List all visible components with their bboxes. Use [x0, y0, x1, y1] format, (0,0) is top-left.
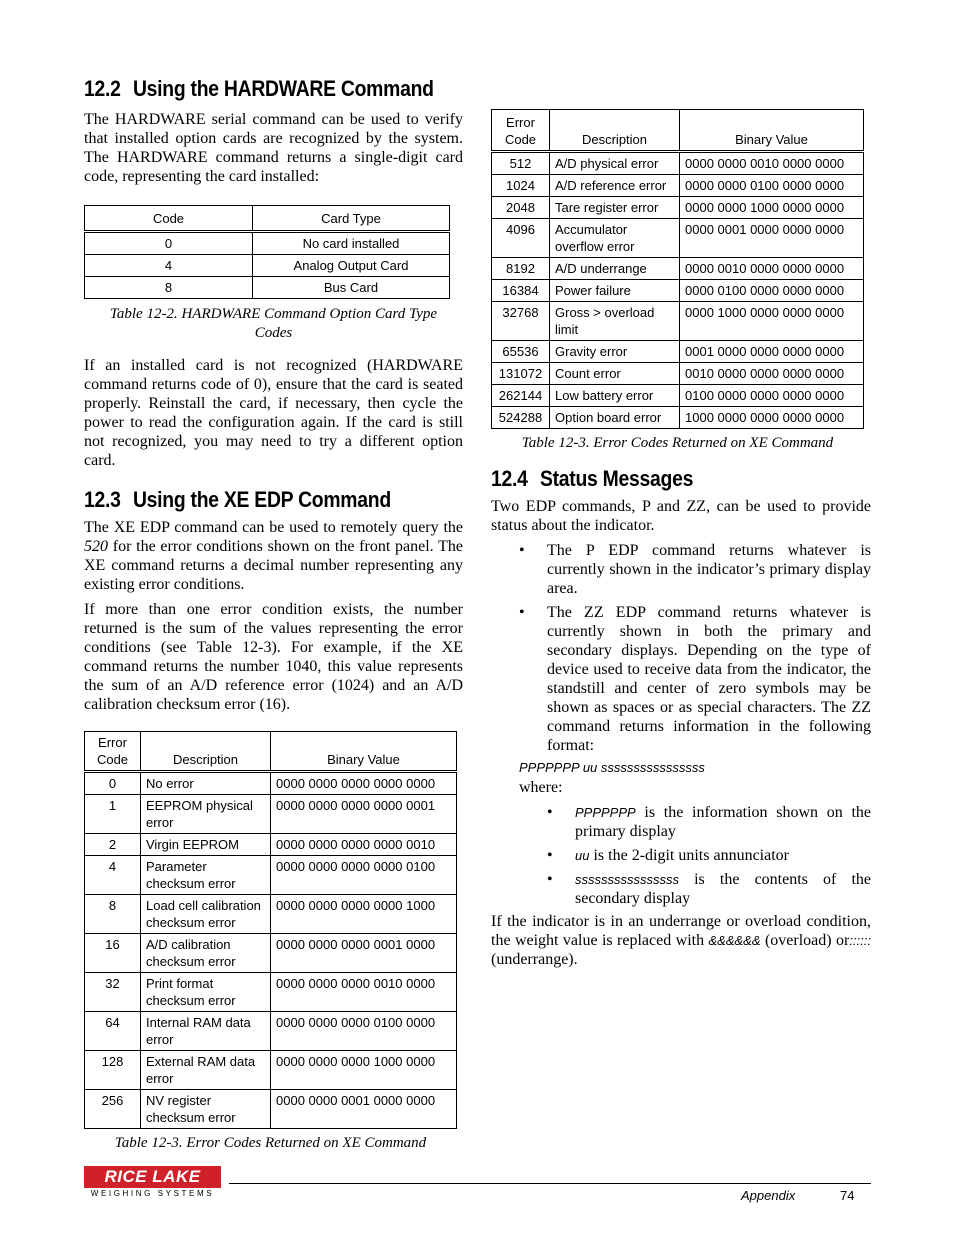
where-label: where:: [519, 779, 563, 796]
table-cell: 128: [85, 1051, 141, 1090]
table-header: Description: [141, 732, 271, 772]
table-cell: 8: [85, 277, 253, 299]
table-cell: 524288: [492, 407, 550, 429]
table-row: [85, 834, 457, 856]
xe-intro-paragraph: The XE EDP command can be used to remotely query the 520 for the error conditions shown on the front panel. The XE command returns a decimal number representing any existing error conditions.: [84, 519, 463, 593]
table-cell: 0100 0000 0000 0000 0000: [680, 385, 864, 407]
table-cell: 0000 0000 0100 0000 0000: [680, 175, 864, 197]
table-cell: Gravity error: [550, 341, 680, 363]
rice-lake-logo: [84, 1166, 221, 1200]
table-cell: 0000 0000 0000 0000 0000: [271, 772, 457, 795]
list-item: • The P EDP command returns whatever is currently shown in the indicator’s primary display area.: [519, 542, 871, 597]
table-cell: 0000 0000 0000 0010 0000: [271, 973, 457, 1012]
table-header: Error Code: [85, 732, 141, 772]
list-item: • PPPPPPP is the information shown on the primary display: [547, 804, 871, 840]
table-cell: Parameter checksum error: [141, 856, 271, 895]
table-cell: 0000 0000 0000 1000 0000: [271, 1051, 457, 1090]
table-cell: Tare register error: [550, 197, 680, 219]
table-row: [85, 934, 457, 973]
table-cell: 0: [85, 772, 141, 795]
table-cell: 4: [85, 856, 141, 895]
list-item: • The ZZ EDP command returns whatever is currently shown in both the primary and secondary displays. Depending on the type of device used to receive data from the indicator, the standstill and center of zero symbols may be shown as spaces or as special characters. The ZZ command returns information in the following format:: [519, 604, 871, 754]
table-row: [85, 277, 450, 299]
table-cell: 4: [85, 255, 253, 277]
right-column: [491, 109, 871, 969]
table-row: [492, 258, 864, 280]
error-code-table-left: [84, 731, 457, 1129]
edp-command-list: [519, 541, 871, 755]
table-cell: Count error: [550, 363, 680, 385]
table-cell: Power failure: [550, 280, 680, 302]
table-row: [492, 302, 864, 341]
table-cell: 0000 0000 0000 0100 0000: [271, 1012, 457, 1051]
table-cell: Accumulator overflow error: [550, 219, 680, 258]
table-cell: 32: [85, 973, 141, 1012]
table-cell: A/D underrange: [550, 258, 680, 280]
table-cell: 0000 0010 0000 0000 0000: [680, 258, 864, 280]
table-header: Binary Value: [271, 732, 457, 772]
table-cell: 8192: [492, 258, 550, 280]
table-header: Code: [85, 206, 253, 232]
table-row: [492, 175, 864, 197]
table-header: Binary Value: [680, 110, 864, 152]
footer: [84, 1166, 871, 1206]
overload-paragraph: If the indicator is in an underrange or overload condition, the weight value is replaced with &&&&&& (overload) or:::::: (underrange).: [491, 913, 871, 968]
table-cell: 8: [85, 895, 141, 934]
table-cell: NV register checksum error: [141, 1090, 271, 1129]
table-cell: 0000 0000 0000 0000 0010: [271, 834, 457, 856]
table-caption: Table 12-2. HARDWARE Command Option Card Type Codes: [109, 306, 438, 341]
table-row: [492, 219, 864, 258]
footer-section-label: Appendix: [741, 1188, 796, 1203]
table-row: [85, 973, 457, 1012]
table-row: [492, 197, 864, 219]
table-caption: Table 12-3. Error Codes Returned on XE Command: [114, 1135, 427, 1151]
table-cell: 0000 0000 0000 0000 1000: [271, 895, 457, 934]
xe-sum-paragraph: If more than one error condition exists, the number returned is the sum of the values representing the error conditions (see Table 12-3). For example, if the XE command returns the number 1040, this value represents the sum of an A/D reference error (1024) and an A/D calibration checksum error (16).: [84, 601, 463, 713]
section-heading-12-2: 12.2 Using the HARDWARE Command: [84, 76, 434, 101]
table-row: [492, 152, 864, 175]
table-cell: 0: [85, 232, 253, 255]
table-row: [492, 341, 864, 363]
table-cell: 2: [85, 834, 141, 856]
table-header: Card Type: [253, 206, 450, 232]
table-cell: Load cell calibration checksum error: [141, 895, 271, 934]
section-heading-12-4: 12.4 Status Messages: [491, 466, 694, 491]
table-cell: 4096: [492, 219, 550, 258]
list-item: • uu is the 2-digit units annunciator: [547, 847, 789, 864]
table-row: [492, 363, 864, 385]
table-cell: 0010 0000 0000 0000 0000: [680, 363, 864, 385]
table-cell: 1000 0000 0000 0000 0000: [680, 407, 864, 429]
table-cell: 16: [85, 934, 141, 973]
table-header: Description: [550, 110, 680, 152]
logo-subtitle: WEIGHING SYSTEMS: [90, 1189, 215, 1198]
list-item: • ssssssssssssssss is the contents of the secondary display: [547, 871, 871, 907]
hardware-card-type-table: [84, 205, 450, 299]
table-cell: 2048: [492, 197, 550, 219]
table-header: Error Code: [492, 110, 550, 152]
table-cell: Bus Card: [253, 277, 450, 299]
table-row: [85, 795, 457, 834]
table-cell: EEPROM physical error: [141, 795, 271, 834]
table-cell: Gross > overload limit: [550, 302, 680, 341]
table-cell: A/D physical error: [550, 152, 680, 175]
table-cell: 262144: [492, 385, 550, 407]
table-cell: 65536: [492, 341, 550, 363]
table-row: [85, 1090, 457, 1129]
table-cell: Analog Output Card: [253, 255, 450, 277]
table-row: [85, 772, 457, 795]
page-number: 74: [840, 1188, 855, 1203]
table-cell: No card installed: [253, 232, 450, 255]
table-cell: A/D reference error: [550, 175, 680, 197]
table-cell: Low battery error: [550, 385, 680, 407]
table-row: [492, 407, 864, 429]
table-row: [85, 1051, 457, 1090]
zz-format-definitions: [547, 803, 871, 908]
table-cell: 0000 0100 0000 0000 0000: [680, 280, 864, 302]
table-row: [85, 856, 457, 895]
table-cell: 256: [85, 1090, 141, 1129]
status-intro-paragraph: Two EDP commands, P and ZZ, can be used to provide status about the indicator.: [491, 498, 871, 534]
table-caption: Table 12-3. Error Codes Returned on XE Command: [521, 435, 834, 451]
table-cell: 512: [492, 152, 550, 175]
table-cell: Option board error: [550, 407, 680, 429]
table-cell: Virgin EEPROM: [141, 834, 271, 856]
table-cell: 0000 0001 0000 0000 0000: [680, 219, 864, 258]
logo-top-bar: RICE LAKE: [84, 1166, 221, 1188]
table-cell: 131072: [492, 363, 550, 385]
table-row: [492, 385, 864, 407]
table-cell: 32768: [492, 302, 550, 341]
table-cell: 64: [85, 1012, 141, 1051]
table-row: [85, 895, 457, 934]
table-cell: 16384: [492, 280, 550, 302]
table-cell: 1: [85, 795, 141, 834]
table-cell: External RAM data error: [141, 1051, 271, 1090]
table-cell: Print format checksum error: [141, 973, 271, 1012]
table-row: [85, 232, 450, 255]
table-cell: 1024: [492, 175, 550, 197]
table-row: [492, 280, 864, 302]
table-cell: 0000 0000 0000 0000 0100: [271, 856, 457, 895]
table-cell: 0000 0000 0000 0000 0001: [271, 795, 457, 834]
table-cell: 0000 0000 0010 0000 0000: [680, 152, 864, 175]
table-cell: 0000 0000 0000 0001 0000: [271, 934, 457, 973]
table-row: [85, 1012, 457, 1051]
table-cell: Internal RAM data error: [141, 1012, 271, 1051]
table-cell: 0000 0000 0001 0000 0000: [271, 1090, 457, 1129]
table-cell: 0000 1000 0000 0000 0000: [680, 302, 864, 341]
table-cell: No error: [141, 772, 271, 795]
section-heading-12-3: 12.3 Using the XE EDP Command: [84, 487, 391, 512]
left-column: [84, 76, 463, 1152]
footer-rule: [229, 1183, 871, 1184]
error-code-table-right: [491, 109, 864, 429]
table-cell: A/D calibration checksum error: [141, 934, 271, 973]
hardware-intro-paragraph: The HARDWARE serial command can be used to verify that installed option cards are recognized by the system. The HARDWARE command returns a single-digit card code, representing the card installed:: [84, 111, 463, 185]
table-row: [85, 255, 450, 277]
table-cell: 0000 0000 1000 0000 0000: [680, 197, 864, 219]
hardware-troubleshoot-paragraph: If an installed card is not recognized (HARDWARE command returns code of 0), ensure that the card is seated properly. Reinstall the card, if necessary, then cycle the power to read the configuration again. If the card is still not recognized, you may need to try a different option card.: [84, 357, 463, 469]
zz-format-string: PPPPPPP uu ssssssssssssssss: [519, 760, 705, 775]
table-cell: 0001 0000 0000 0000 0000: [680, 341, 864, 363]
